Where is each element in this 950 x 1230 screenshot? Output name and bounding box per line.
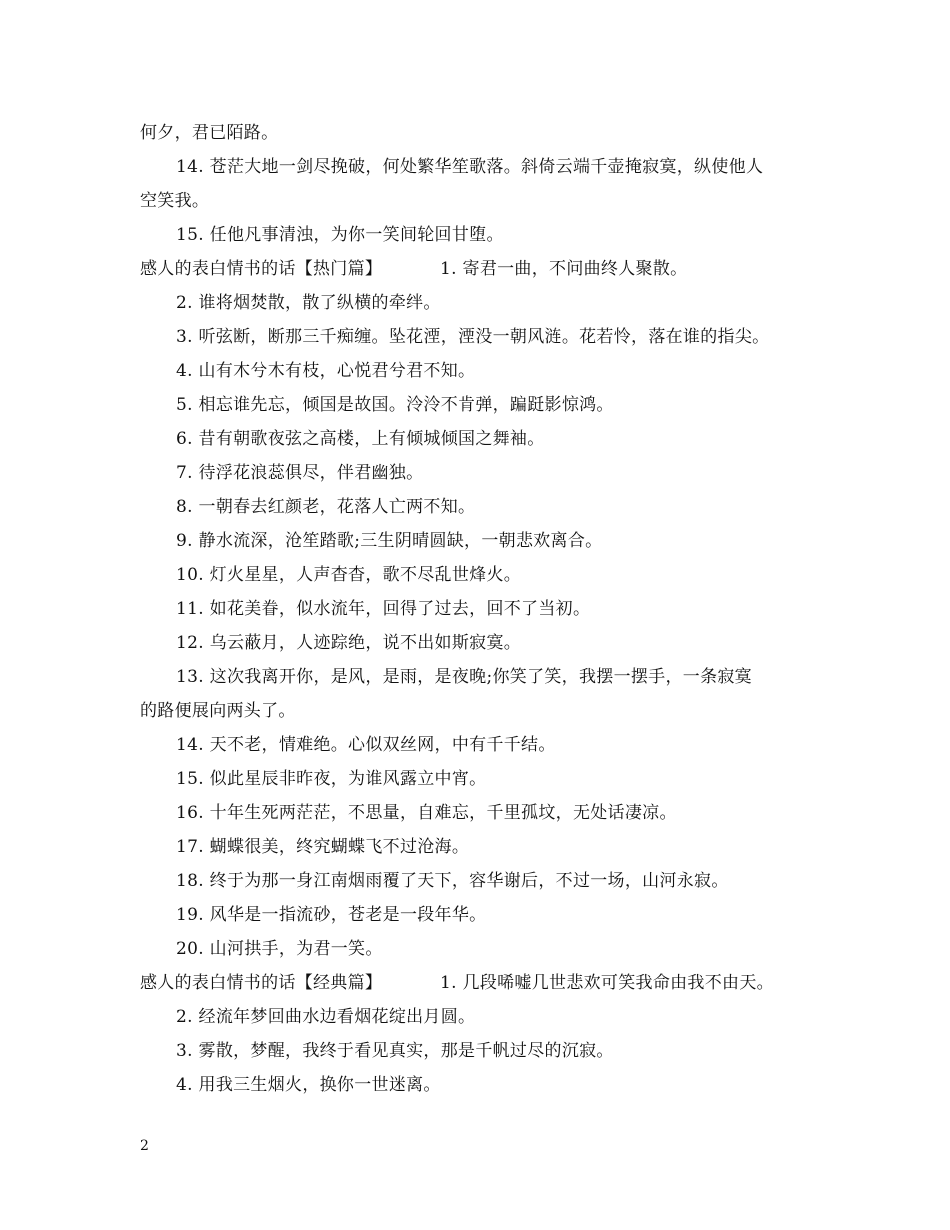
list-item: 10. 灯火星星，人声杳杳，歌不尽乱世烽火。 — [176, 565, 522, 585]
list-item: 3. 雾散，梦醒，我终于看见真实，那是千帆过尽的沉寂。 — [176, 1041, 614, 1061]
list-item: 6. 昔有朝歌夜弦之高楼，上有倾城倾国之舞袖。 — [176, 429, 545, 449]
document-body — [140, 116, 820, 1102]
text-continuation: 的路便展向两头了。 — [140, 701, 296, 721]
section-heading-line — [140, 966, 820, 1000]
list-item: 19. 风华是一指流砂，苍老是一段年华。 — [176, 905, 487, 925]
list-item: 9. 静水流深，沧笙踏歌;三生阴晴圆缺，一朝悲欢离合。 — [176, 531, 603, 551]
list-item: 4. 山有木兮木有枝，心悦君兮君不知。 — [176, 361, 476, 381]
list-item: 5. 相忘谁先忘，倾国是故国。泠泠不肯弹，蹁跹影惊鸿。 — [176, 395, 614, 415]
list-item: 17. 蝴蝶很美，终究蝴蝶飞不过沧海。 — [176, 837, 470, 857]
list-item: 20. 山河拱手，为君一笑。 — [176, 939, 383, 959]
list-item: 11. 如花美眷，似水流年，回得了过去，回不了当初。 — [176, 599, 591, 619]
list-item: 15. 任他凡事清浊，为你一笑间轮回甘堕。 — [176, 225, 504, 245]
list-item: 2. 谁将烟焚散，散了纵横的牵绊。 — [176, 293, 441, 313]
list-item: 3. 听弦断，断那三千痴缠。坠花湮，湮没一朝风涟。花若怜，落在谁的指尖。 — [176, 327, 770, 347]
list-item-text: 1. 几段唏嘘几世悲欢可笑我命由我不由天。 — [440, 973, 774, 993]
list-item: 13. 这次我离开你，是风，是雨，是夜晚;你笑了笑，我摆一摆手，一条寂寞 — [176, 667, 752, 687]
list-item: 14. 苍茫大地一剑尽挽破，何处繁华笙歌落。斜倚云端千壶掩寂寞，纵使他人 — [176, 157, 764, 177]
text-continuation: 何夕，君已陌路。 — [140, 123, 279, 143]
list-item: 7. 待浮花浪蕊俱尽，伴君幽独。 — [176, 463, 424, 483]
section-heading: 感人的表白情书的话【经典篇】 — [140, 973, 383, 993]
list-item: 8. 一朝春去红颜老，花落人亡两不知。 — [176, 497, 476, 517]
section-heading: 感人的表白情书的话【热门篇】 — [140, 259, 383, 279]
list-item: 12. 乌云蔽月，人迹踪绝，说不出如斯寂寞。 — [176, 633, 522, 653]
text-continuation: 空笑我。 — [140, 191, 210, 211]
page-number: 2 — [140, 1138, 149, 1154]
list-item: 18. 终于为那一身江南烟雨覆了天下，容华谢后，不过一场，山河永寂。 — [176, 871, 729, 891]
list-item: 15. 似此星辰非昨夜，为谁风露立中宵。 — [176, 769, 487, 789]
list-item-text: 1. 寄君一曲，不问曲终人聚散。 — [440, 259, 688, 279]
list-item: 16. 十年生死两茫茫，不思量，自难忘，千里孤坟，无处话凄凉。 — [176, 803, 677, 823]
list-item: 2. 经流年梦回曲水边看烟花绽出月圆。 — [176, 1007, 476, 1027]
section-heading-line — [140, 252, 820, 286]
list-item: 4. 用我三生烟火，换你一世迷离。 — [176, 1075, 441, 1095]
list-item: 14. 天不老，情难绝。心似双丝网，中有千千结。 — [176, 735, 556, 755]
